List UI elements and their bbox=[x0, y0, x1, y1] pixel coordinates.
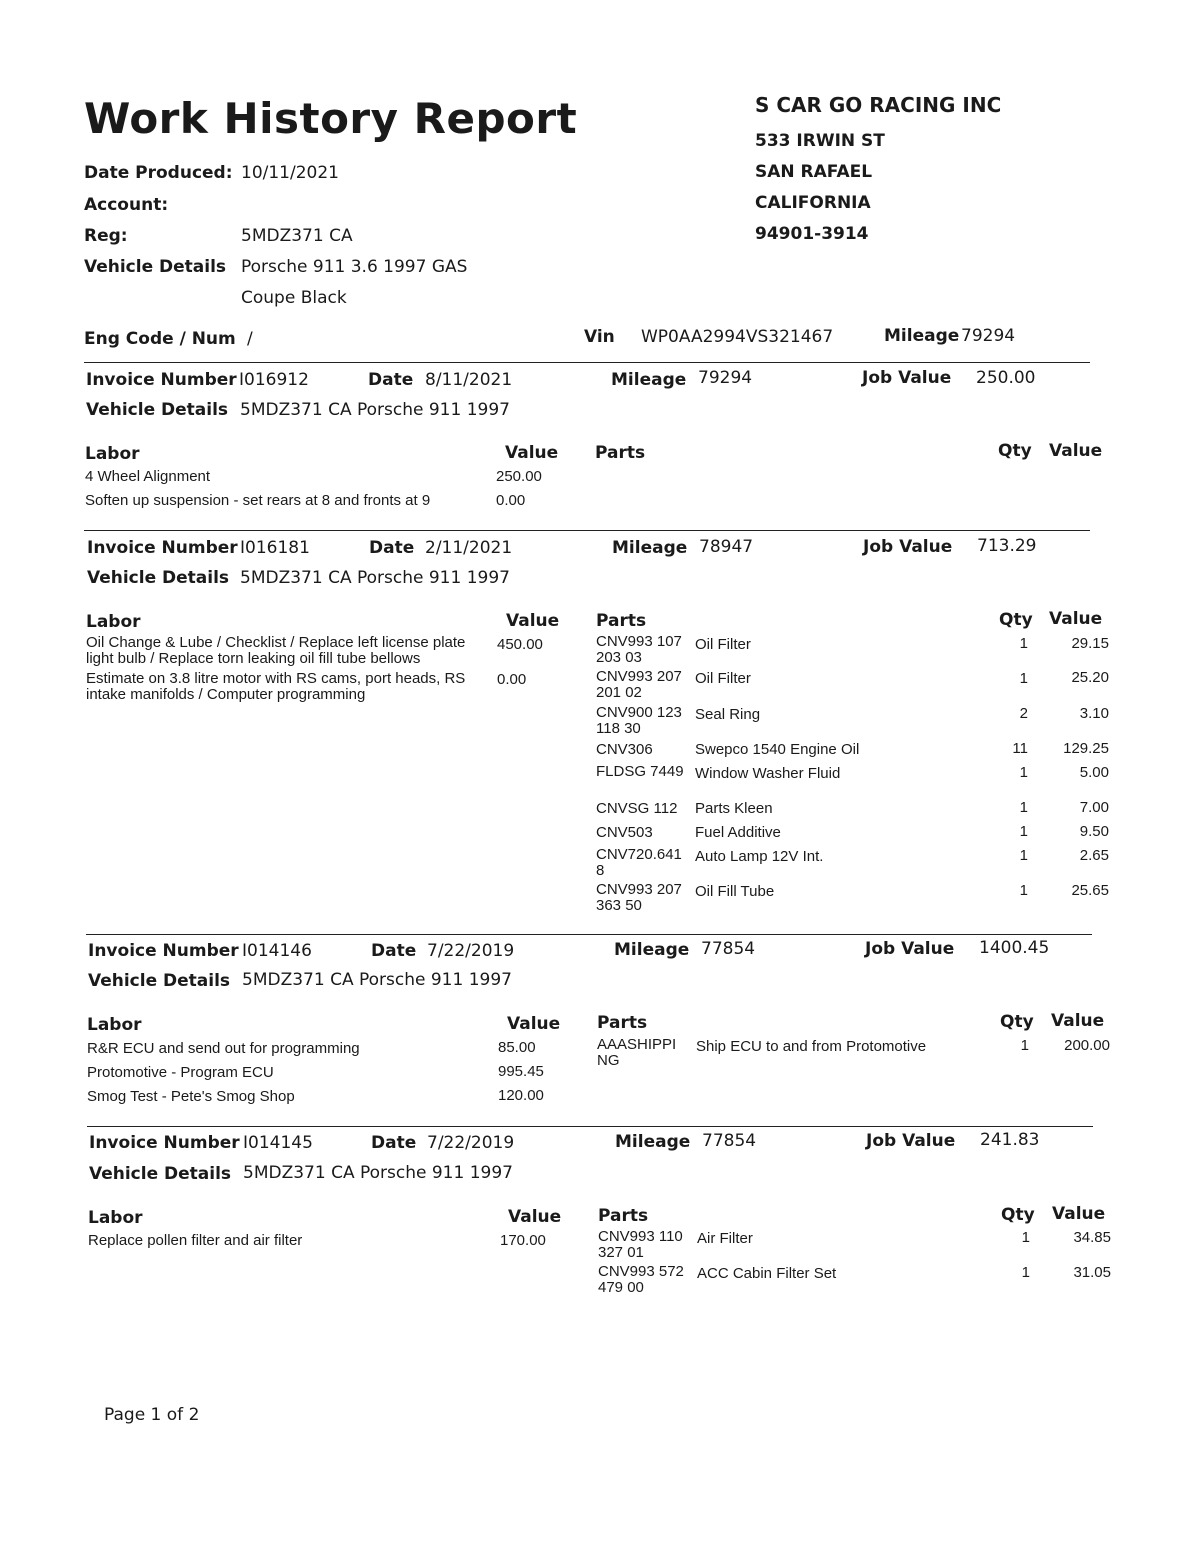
divider bbox=[84, 530, 1090, 531]
labor-value: 450.00 bbox=[497, 636, 543, 653]
part-code: AAASHIPPI NG bbox=[597, 1036, 677, 1069]
parts-value-header: Value bbox=[1051, 1011, 1105, 1031]
part-desc: Oil Filter bbox=[695, 636, 751, 653]
labor-desc: Replace pollen filter and air filter bbox=[88, 1232, 303, 1249]
part-desc: Oil Filter bbox=[695, 670, 751, 687]
divider bbox=[84, 362, 1090, 363]
mileage-label: Mileage bbox=[615, 1132, 691, 1152]
labor-value: 0.00 bbox=[496, 492, 526, 509]
part-qty: 1 bbox=[1021, 1264, 1030, 1281]
part-qty: 1 bbox=[1019, 635, 1028, 652]
job-value-label: Job Value bbox=[862, 368, 952, 388]
part-value: 29.15 bbox=[1071, 635, 1109, 652]
labor-value: 85.00 bbox=[498, 1039, 536, 1056]
date-label: Date bbox=[371, 941, 417, 961]
labor-header: Labor bbox=[85, 444, 140, 464]
date-label: Date bbox=[371, 1133, 417, 1153]
part-qty: 1 bbox=[1019, 670, 1028, 687]
part-code: CNV993 207 201 02 bbox=[596, 668, 682, 701]
part-value: 25.20 bbox=[1071, 669, 1109, 686]
mileage-label: Mileage bbox=[611, 370, 687, 390]
part-desc: ACC Cabin Filter Set bbox=[697, 1265, 837, 1282]
date-label: Date bbox=[369, 538, 415, 558]
job-value-label: Job Value bbox=[865, 939, 955, 959]
part-code: CNV993 107 203 03 bbox=[596, 633, 682, 666]
qty-header: Qty bbox=[1001, 1205, 1035, 1225]
invoice-vehicle: 5MDZ371 CA Porsche 911 1997 bbox=[240, 400, 510, 420]
job-value: 1400.45 bbox=[979, 938, 1050, 958]
mileage-label: Mileage bbox=[614, 940, 690, 960]
part-qty: 2 bbox=[1019, 705, 1028, 722]
labor-value-header: Value bbox=[505, 443, 559, 463]
part-qty: 1 bbox=[1019, 799, 1028, 816]
part-code: CNV993 110 327 01 bbox=[598, 1228, 683, 1261]
mileage-label: Mileage bbox=[612, 538, 688, 558]
date-produced-label: Date Produced: bbox=[84, 163, 233, 183]
invoice-number: I016181 bbox=[240, 538, 310, 558]
labor-desc: R&R ECU and send out for programming bbox=[87, 1040, 360, 1057]
part-value: 200.00 bbox=[1064, 1037, 1110, 1054]
invoice-number-label: Invoice Number bbox=[87, 538, 238, 558]
company-state: CALIFORNIA bbox=[755, 193, 871, 213]
job-value: 713.29 bbox=[977, 536, 1037, 556]
vehicle-details-label: Vehicle Details bbox=[86, 400, 229, 420]
invoice-mileage: 79294 bbox=[698, 368, 753, 388]
company-zip: 94901-3914 bbox=[755, 224, 869, 244]
job-value: 241.83 bbox=[980, 1130, 1040, 1150]
invoice-number: I016912 bbox=[239, 370, 309, 390]
invoice-vehicle: 5MDZ371 CA Porsche 911 1997 bbox=[243, 1163, 513, 1183]
qty-header: Qty bbox=[998, 441, 1032, 461]
job-value-label: Job Value bbox=[863, 537, 953, 557]
labor-desc: Protomotive - Program ECU bbox=[87, 1064, 274, 1081]
vehicle-details-label: Vehicle Details bbox=[88, 971, 231, 991]
reg-label: Reg: bbox=[84, 226, 128, 246]
part-qty: 1 bbox=[1019, 882, 1028, 899]
invoice-mileage: 78947 bbox=[699, 537, 754, 557]
invoice-number: I014145 bbox=[243, 1133, 313, 1153]
parts-header: Parts bbox=[595, 443, 646, 463]
vehicle-details-line1: Porsche 911 3.6 1997 GAS bbox=[241, 257, 468, 277]
vin-label: Vin bbox=[584, 327, 615, 347]
invoice-date: 2/11/2021 bbox=[425, 538, 513, 558]
invoice-number-label: Invoice Number bbox=[88, 941, 239, 961]
part-code: CNV503 bbox=[596, 824, 653, 841]
part-desc: Oil Fill Tube bbox=[695, 883, 775, 900]
invoice-mileage: 77854 bbox=[702, 1131, 757, 1151]
part-value: 129.25 bbox=[1063, 740, 1109, 757]
company-street: 533 IRWIN ST bbox=[755, 131, 885, 151]
labor-desc: Soften up suspension - set rears at 8 and fronts at 9 bbox=[85, 492, 431, 509]
vehicle-details-label: Vehicle Details bbox=[89, 1164, 232, 1184]
labor-value-header: Value bbox=[506, 611, 560, 631]
divider bbox=[87, 1126, 1093, 1127]
invoice-date: 7/22/2019 bbox=[427, 941, 515, 961]
header-mileage-value: 79294 bbox=[961, 326, 1016, 346]
part-code: CNV306 bbox=[596, 741, 653, 758]
part-code: CNV993 207 363 50 bbox=[596, 881, 682, 914]
company-name: S CAR GO RACING INC bbox=[755, 93, 1002, 117]
vehicle-details-line2: Coupe Black bbox=[241, 288, 347, 308]
invoice-date: 8/11/2021 bbox=[425, 370, 513, 390]
qty-header: Qty bbox=[999, 610, 1033, 630]
parts-header: Parts bbox=[597, 1013, 648, 1033]
page-number: Page 1 of 2 bbox=[104, 1405, 200, 1425]
labor-desc: Oil Change & Lube / Checklist / Replace left license plate light bulb / Replace torn leaking oil fill tube bellows bbox=[86, 634, 466, 667]
part-desc: Ship ECU to and from Protomotive bbox=[696, 1038, 927, 1055]
labor-header: Labor bbox=[86, 612, 141, 632]
report-title: Work History Report bbox=[84, 94, 578, 143]
labor-value-header: Value bbox=[507, 1014, 561, 1034]
labor-value: 250.00 bbox=[496, 468, 542, 485]
part-value: 34.85 bbox=[1073, 1229, 1111, 1246]
divider bbox=[86, 934, 1092, 935]
part-code: CNVSG 112 bbox=[596, 800, 678, 817]
invoice-number: I014146 bbox=[242, 941, 312, 961]
labor-value: 170.00 bbox=[500, 1232, 546, 1249]
invoice-date: 7/22/2019 bbox=[427, 1133, 515, 1153]
labor-desc: Estimate on 3.8 litre motor with RS cams, port heads, RS intake manifolds / Computer programming bbox=[86, 670, 466, 703]
job-value: 250.00 bbox=[976, 368, 1036, 388]
vehicle-details-label: Vehicle Details bbox=[84, 257, 227, 277]
part-qty: 1 bbox=[1020, 1037, 1029, 1054]
account-label: Account: bbox=[84, 195, 169, 215]
parts-value-header: Value bbox=[1049, 441, 1103, 461]
part-code: CNV720.641 8 bbox=[596, 846, 682, 879]
part-code: FLDSG 7449 bbox=[596, 763, 684, 780]
part-qty: 1 bbox=[1019, 764, 1028, 781]
invoice-number-label: Invoice Number bbox=[89, 1133, 240, 1153]
part-desc: Auto Lamp 12V Int. bbox=[695, 848, 824, 865]
invoice-mileage: 77854 bbox=[701, 939, 756, 959]
parts-header: Parts bbox=[596, 611, 647, 631]
part-qty: 1 bbox=[1019, 847, 1028, 864]
labor-value: 0.00 bbox=[497, 671, 527, 688]
eng-code-label: Eng Code / Num bbox=[84, 329, 236, 349]
labor-value: 120.00 bbox=[498, 1087, 544, 1104]
date-produced-value: 10/11/2021 bbox=[241, 163, 339, 183]
part-code: CNV900 123 118 30 bbox=[596, 704, 682, 737]
part-desc: Seal Ring bbox=[695, 706, 761, 723]
company-city: SAN RAFAEL bbox=[755, 162, 873, 182]
part-value: 3.10 bbox=[1079, 705, 1109, 722]
invoice-vehicle: 5MDZ371 CA Porsche 911 1997 bbox=[240, 568, 510, 588]
invoice-vehicle: 5MDZ371 CA Porsche 911 1997 bbox=[242, 970, 512, 990]
part-value: 9.50 bbox=[1079, 823, 1109, 840]
part-desc: Air Filter bbox=[697, 1230, 753, 1247]
part-desc: Window Washer Fluid bbox=[695, 765, 841, 782]
part-desc: Parts Kleen bbox=[695, 800, 773, 817]
invoice-number-label: Invoice Number bbox=[86, 370, 237, 390]
part-value: 5.00 bbox=[1079, 764, 1109, 781]
part-value: 25.65 bbox=[1071, 882, 1109, 899]
parts-value-header: Value bbox=[1049, 609, 1103, 629]
labor-header: Labor bbox=[87, 1015, 142, 1035]
part-desc: Fuel Additive bbox=[695, 824, 781, 841]
part-qty: 11 bbox=[1012, 740, 1028, 757]
eng-code-value: / bbox=[247, 329, 253, 349]
header-mileage-label: Mileage bbox=[884, 326, 960, 346]
part-qty: 1 bbox=[1019, 823, 1028, 840]
part-code: CNV993 572 479 00 bbox=[598, 1263, 684, 1296]
part-value: 7.00 bbox=[1079, 799, 1109, 816]
parts-header: Parts bbox=[598, 1206, 649, 1226]
part-desc: Swepco 1540 Engine Oil bbox=[695, 741, 860, 758]
labor-value-header: Value bbox=[508, 1207, 562, 1227]
reg-value: 5MDZ371 CA bbox=[241, 226, 353, 246]
labor-desc: 4 Wheel Alignment bbox=[85, 468, 211, 485]
vehicle-details-label: Vehicle Details bbox=[87, 568, 230, 588]
part-value: 2.65 bbox=[1079, 847, 1109, 864]
part-qty: 1 bbox=[1021, 1229, 1030, 1246]
labor-value: 995.45 bbox=[498, 1063, 544, 1080]
date-label: Date bbox=[368, 370, 414, 390]
labor-header: Labor bbox=[88, 1208, 143, 1228]
vin-value: WP0AA2994VS321467 bbox=[641, 327, 834, 347]
parts-value-header: Value bbox=[1052, 1204, 1106, 1224]
labor-desc: Smog Test - Pete's Smog Shop bbox=[87, 1088, 295, 1105]
qty-header: Qty bbox=[1000, 1012, 1034, 1032]
job-value-label: Job Value bbox=[866, 1131, 956, 1151]
part-value: 31.05 bbox=[1073, 1264, 1111, 1281]
